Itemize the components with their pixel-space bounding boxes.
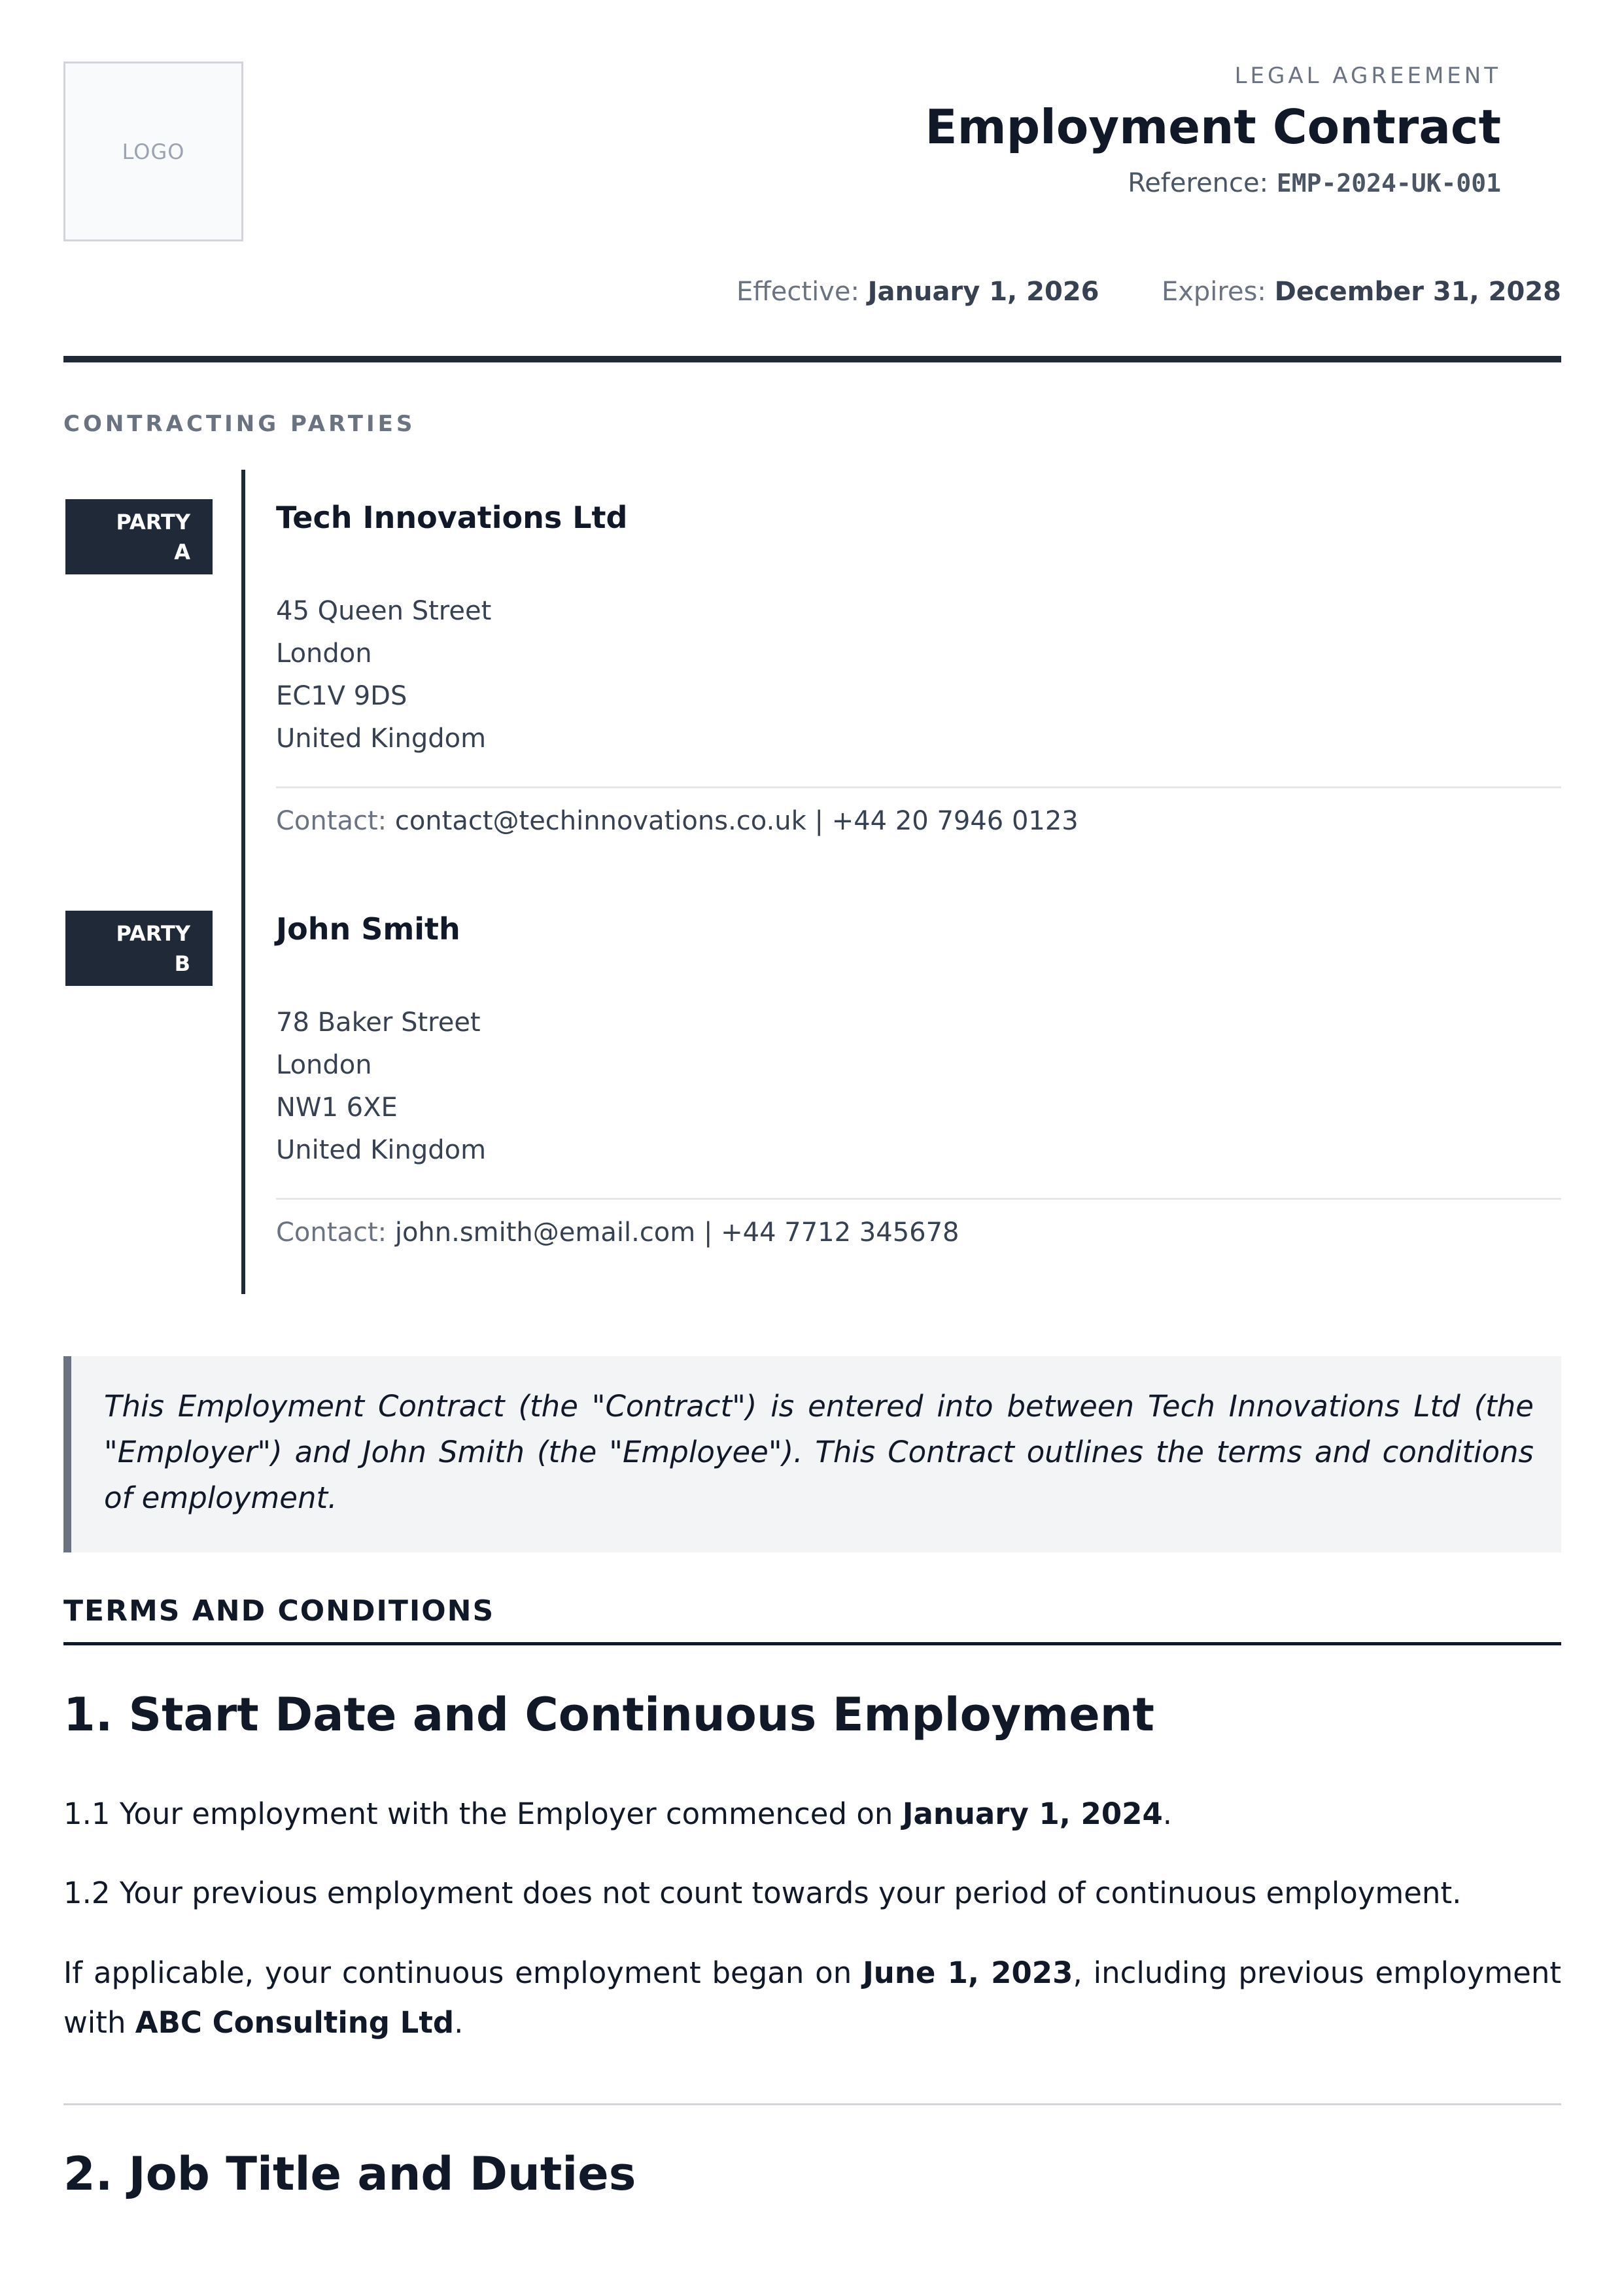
header-divider: [63, 356, 1561, 362]
clause-text: .: [454, 2005, 464, 2040]
party-a-address: [276, 590, 1561, 760]
company-logo-placeholder: [63, 61, 243, 241]
parties-vertical-rule: [241, 470, 245, 1294]
clause-1-1-paragraph: [63, 1789, 1561, 1839]
effective-label: Effective:: [736, 277, 859, 307]
clause-text: 1.1 Your employment with the Employer commenced on: [63, 1796, 903, 1831]
party-b-address-line: United Kingdom: [276, 1135, 487, 1165]
party-b-badge-line2: B: [174, 951, 190, 976]
continuous-employment-paragraph: [63, 1948, 1561, 2048]
clause-divider: [63, 2103, 1561, 2105]
party-a-details: [276, 496, 1561, 841]
contact-label: Contact:: [276, 1218, 387, 1248]
effective-date: January 1, 2026: [867, 277, 1099, 307]
party-b-contact: [276, 1213, 1561, 1252]
party-b-details: [276, 907, 1561, 1252]
contract-page: [63, 0, 1561, 2295]
party-a-address-line: EC1V 9DS: [276, 681, 407, 711]
party-a-address-line: 45 Queen Street: [276, 596, 492, 626]
document-header: [925, 60, 1501, 203]
party-a-contact: [276, 801, 1561, 841]
previous-employer: ABC Consulting Ltd: [135, 2005, 455, 2040]
clause-text: If applicable, your continuous employment began on: [63, 1955, 863, 1990]
clause-2-title: 2. Job Title and Duties: [63, 2147, 636, 2201]
party-b-address-line: 78 Baker Street: [276, 1007, 481, 1038]
clause-text: .: [1162, 1796, 1173, 1831]
start-date: January 1, 2024: [902, 1796, 1163, 1831]
party-a-badge-line1: PARTY: [116, 510, 190, 534]
party-b-address: [276, 1002, 1561, 1172]
party-a-badge-line2: A: [174, 540, 190, 565]
clause-text: , including previous employment with: [63, 1955, 1561, 2040]
party-b-badge: [65, 911, 213, 986]
expires-date: December 31, 2028: [1274, 277, 1561, 307]
contract-dates: [736, 272, 1561, 311]
reference-code: EMP-2024-UK-001: [1276, 169, 1501, 198]
logo-text: LOGO: [122, 139, 185, 164]
party-b-divider: [276, 1198, 1561, 1200]
party-b-name: John Smith: [276, 911, 460, 947]
contact-label: Contact:: [276, 806, 387, 836]
clause-1-2-paragraph: 1.2 Your previous employment does not count towards your period of continuous employment.: [63, 1876, 1462, 1910]
terms-heading: TERMS AND CONDITIONS: [63, 1594, 495, 1628]
parties-section-label: CONTRACTING PARTIES: [63, 411, 416, 437]
party-a-contact-value: contact@techinnovations.co.uk | +44 20 7946 0123: [394, 806, 1079, 836]
expires-label: Expires:: [1161, 277, 1266, 307]
party-a-address-line: United Kingdom: [276, 724, 487, 754]
terms-divider: [63, 1642, 1561, 1645]
party-b-contact-value: john.smith@email.com | +44 7712 345678: [394, 1218, 959, 1248]
reference-label: Reference:: [1128, 168, 1269, 198]
document-title: Employment Contract: [925, 99, 1501, 154]
party-b-address-line: London: [276, 1050, 372, 1080]
party-a-address-line: London: [276, 639, 372, 669]
contract-preamble: This Employment Contract (the "Contract") is entered into between Tech Innovations Ltd (the "Employer") and John Smith (the "Employee"). This Contract outlines the terms and conditions of employment.: [63, 1356, 1561, 1552]
party-b-badge-line1: PARTY: [116, 921, 190, 946]
party-a-name: Tech Innovations Ltd: [276, 500, 628, 535]
party-a-divider: [276, 786, 1561, 788]
continuous-start-date: June 1, 2023: [863, 1955, 1073, 1990]
party-a-badge: [65, 499, 213, 574]
clause-1-title: 1. Start Date and Continuous Employment: [63, 1688, 1155, 1742]
document-reference: [925, 164, 1501, 203]
party-b-address-line: NW1 6XE: [276, 1093, 398, 1123]
document-kicker: LEGAL AGREEMENT: [1234, 63, 1501, 89]
